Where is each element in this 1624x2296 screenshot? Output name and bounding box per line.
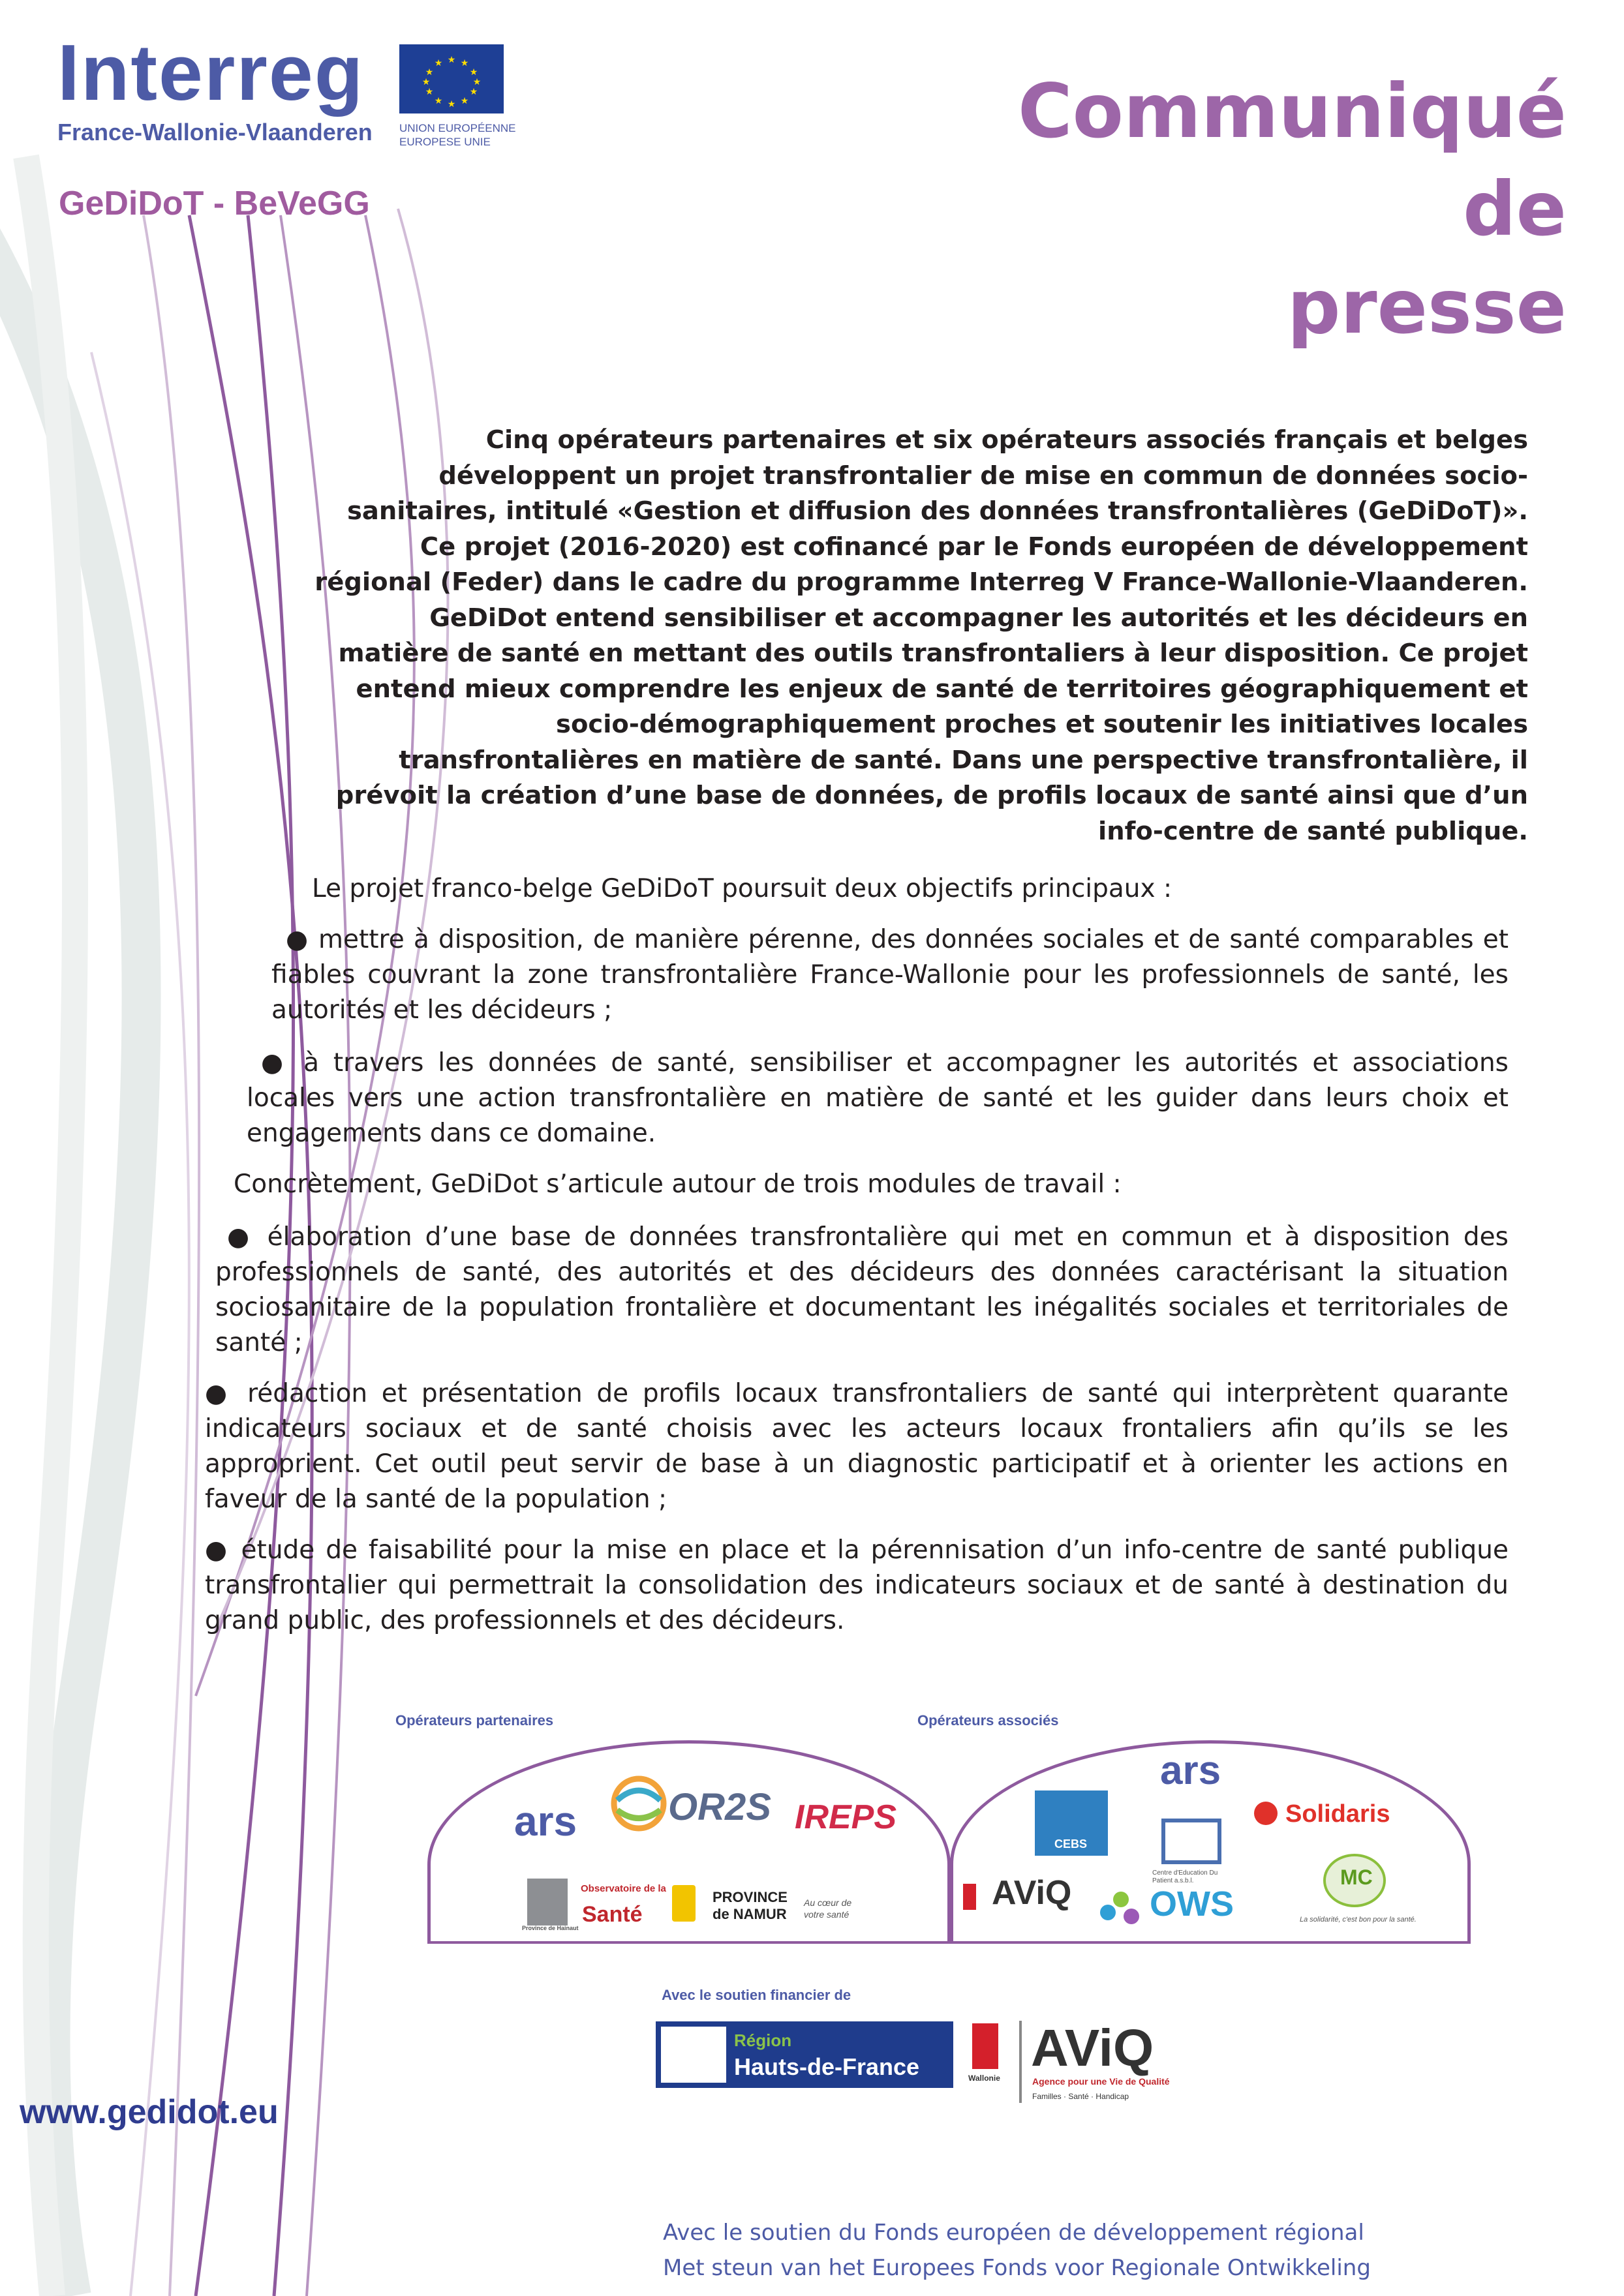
eu-label-fr: UNION EUROPÉENNE bbox=[399, 122, 516, 134]
svg-text:★: ★ bbox=[447, 55, 456, 65]
associate-logo-cebs: CEBS bbox=[1054, 1837, 1088, 1850]
associate-logo-cep: Centre d'Education Du Patient a.s.b.l. bbox=[1152, 1869, 1218, 1884]
title-line-2: de bbox=[1463, 166, 1567, 252]
associate-logo-ows: OWS bbox=[1150, 1884, 1234, 1924]
svg-text:★: ★ bbox=[460, 58, 469, 68]
modules-lead: Concrètement, GeDiDot s’articule autour de trois modules de travail : bbox=[234, 1170, 1122, 1199]
hauts-de-france-logo bbox=[656, 2021, 953, 2088]
wallonie-rooster-icon bbox=[963, 1884, 976, 1910]
module-item: ● étude de faisabilité pour la mise en place et la pérennisation d’un info-centre de santé publique transfrontalier qui permettrait la consolidation des indicateurs sociaux et de santé à destination du grand public, des professionnels et des décideurs. bbox=[205, 1535, 1509, 1635]
svg-text:★: ★ bbox=[469, 87, 478, 97]
intro-paragraph: Cinq opérateurs partenaires et six opérateurs associés français et belges développent un projet transfrontalier de mise en commun de données socio-sanitaires, intitulé «Gestion et diffusion des données transfrontalières (GeDiDoT)». Ce projet (2016-2020) est cofinancé par le Fonds européen de développement régional (Feder) dans le cadre du programme Interreg V France-Wallonie-Vlaanderen. GeDiDot entend sensibiliser et accompagner les autorités et les décideurs en matière de santé en mettant des outils transfrontaliers à leur disposition. Ce projet entend mieux comprendre les enjeux de santé de territoires géographiquement et socio-démographiquement proches et soutenir les initiatives locales transfrontalières en matière de santé. Dans une perspective transfrontalière, il prévoit la création d’une base de données, de profils locaux de santé ainsi que d’un info-centre de santé publique. bbox=[314, 425, 1528, 846]
svg-text:★: ★ bbox=[425, 87, 434, 97]
interreg-logo-text: Interreg bbox=[57, 28, 365, 117]
svg-text:★: ★ bbox=[472, 77, 482, 87]
objectives-lead: Le projet franco-belge GeDiDoT poursuit deux objectifs principaux : bbox=[312, 874, 1172, 903]
svg-text:★: ★ bbox=[434, 58, 443, 68]
project-tag: GeDiDoT - BeVeGG bbox=[59, 185, 370, 222]
divider bbox=[1019, 2021, 1022, 2103]
footer-support bbox=[663, 2215, 1371, 2286]
module-item: ● élaboration d’une base de données transfrontalière qui met en commun et à disposition des professionnels de santé, des autorités et des décideurs des données caractérisant la situation sociosanitaire de la population frontalière et documentant les inégalités sociales et territoriales de santé ; bbox=[215, 1222, 1509, 1357]
associate-logo-solidaris: Solidaris bbox=[1285, 1800, 1390, 1828]
objective-item: ● mettre à disposition, de manière pérenne, des données sociales et de santé comparables et fiables couvrant la zone transfrontalière France-Wallonie pour les professionnels de santé, les autorités et les décideurs ; bbox=[271, 925, 1509, 1025]
partner-logo-observatoire: Santé bbox=[582, 1902, 643, 1927]
eu-flag-icon bbox=[399, 44, 504, 113]
partners-label: Opérateurs partenaires bbox=[395, 1712, 554, 1729]
solidaris-dot-icon bbox=[1254, 1802, 1278, 1825]
namur-tagline: Au cœur de votre santé bbox=[804, 1897, 852, 1920]
wallonie-rooster-icon bbox=[972, 2023, 998, 2069]
ows-dots-icon bbox=[1100, 1892, 1139, 1931]
associate-logo-mc: MC bbox=[1340, 1865, 1373, 1889]
wallonie-label: Wallonie bbox=[968, 2074, 1000, 2083]
svg-text:★: ★ bbox=[460, 96, 469, 106]
aviq-subtagline: Familles · Santé · Handicap bbox=[1032, 2092, 1129, 2101]
partner-logo-ars: ars bbox=[514, 1798, 577, 1845]
eu-label bbox=[399, 121, 516, 149]
partner-logo-ireps: IREPS bbox=[795, 1798, 897, 1836]
observatoire-small-label: Observatoire de la bbox=[581, 1883, 666, 1894]
eu-label-nl: EUROPESE UNIE bbox=[399, 136, 491, 148]
funding-logo-aviq: AViQ bbox=[1031, 2019, 1154, 2077]
svg-text:★: ★ bbox=[447, 99, 456, 110]
svg-text:★: ★ bbox=[425, 67, 434, 78]
hainaut-logo-icon bbox=[527, 1879, 568, 1926]
module-item: ● rédaction et présentation de profils locaux transfrontaliers de santé qui interprètent quarante indicateurs sociaux et de santé choisis avec les acteurs locaux frontaliers afin qu’ils se les approprient. Cet outil peut servir de base à un diagnostic participatif et à orienter les actions en faveur de la santé de la population ; bbox=[205, 1379, 1509, 1514]
interreg-region: France-Wallonie-Vlaanderen bbox=[57, 119, 373, 145]
support-fr: Avec le soutien du Fonds européen de développement régional bbox=[663, 2220, 1364, 2246]
mc-tagline: La solidarité, c'est bon pour la santé. bbox=[1300, 1916, 1417, 1924]
svg-text:★: ★ bbox=[421, 77, 431, 87]
associate-logo-ars: ars bbox=[1160, 1748, 1221, 1793]
eu-stars-icon bbox=[399, 44, 504, 113]
svg-text:★: ★ bbox=[434, 96, 443, 106]
title-line-3: presse bbox=[1287, 264, 1567, 350]
associate-logo-aviq: AViQ bbox=[992, 1874, 1072, 1912]
partner-logo-hainaut: Province de Hainaut bbox=[522, 1925, 579, 1931]
namur-line-1: PROVINCE bbox=[712, 1889, 788, 1905]
hdf-line-1: Région bbox=[734, 2031, 792, 2050]
aviq-tagline: Agence pour une Vie de Qualité bbox=[1032, 2076, 1170, 2087]
title-line-1: Communiqué bbox=[1017, 68, 1567, 155]
cep-logo-icon bbox=[1161, 1819, 1221, 1864]
hdf-map-icon bbox=[661, 2027, 726, 2083]
svg-text:★: ★ bbox=[469, 67, 478, 78]
funding-label: Avec le soutien financier de bbox=[662, 1987, 851, 2003]
or2s-swirl-icon bbox=[609, 1774, 668, 1833]
hdf-line-2: Hauts-de-France bbox=[734, 2053, 920, 2080]
objective-item: ● à travers les données de santé, sensibiliser et accompagner les autorités et associations locales vers une action transfrontalière en matière de santé et les guider dans leurs choix et engagements dans ce domaine. bbox=[247, 1048, 1509, 1148]
associates-label: Opérateurs associés bbox=[917, 1712, 1059, 1729]
namur-shield-icon bbox=[672, 1885, 696, 1922]
website-url[interactable]: www.gedidot.eu bbox=[20, 2093, 279, 2131]
page-title bbox=[1018, 63, 1567, 356]
partner-logo-or2s: OR2S bbox=[668, 1786, 771, 1828]
support-nl: Met steun van het Europees Fonds voor Regionale Ontwikkeling bbox=[663, 2255, 1371, 2281]
partner-logo-namur: de NAMUR bbox=[712, 1906, 787, 1922]
